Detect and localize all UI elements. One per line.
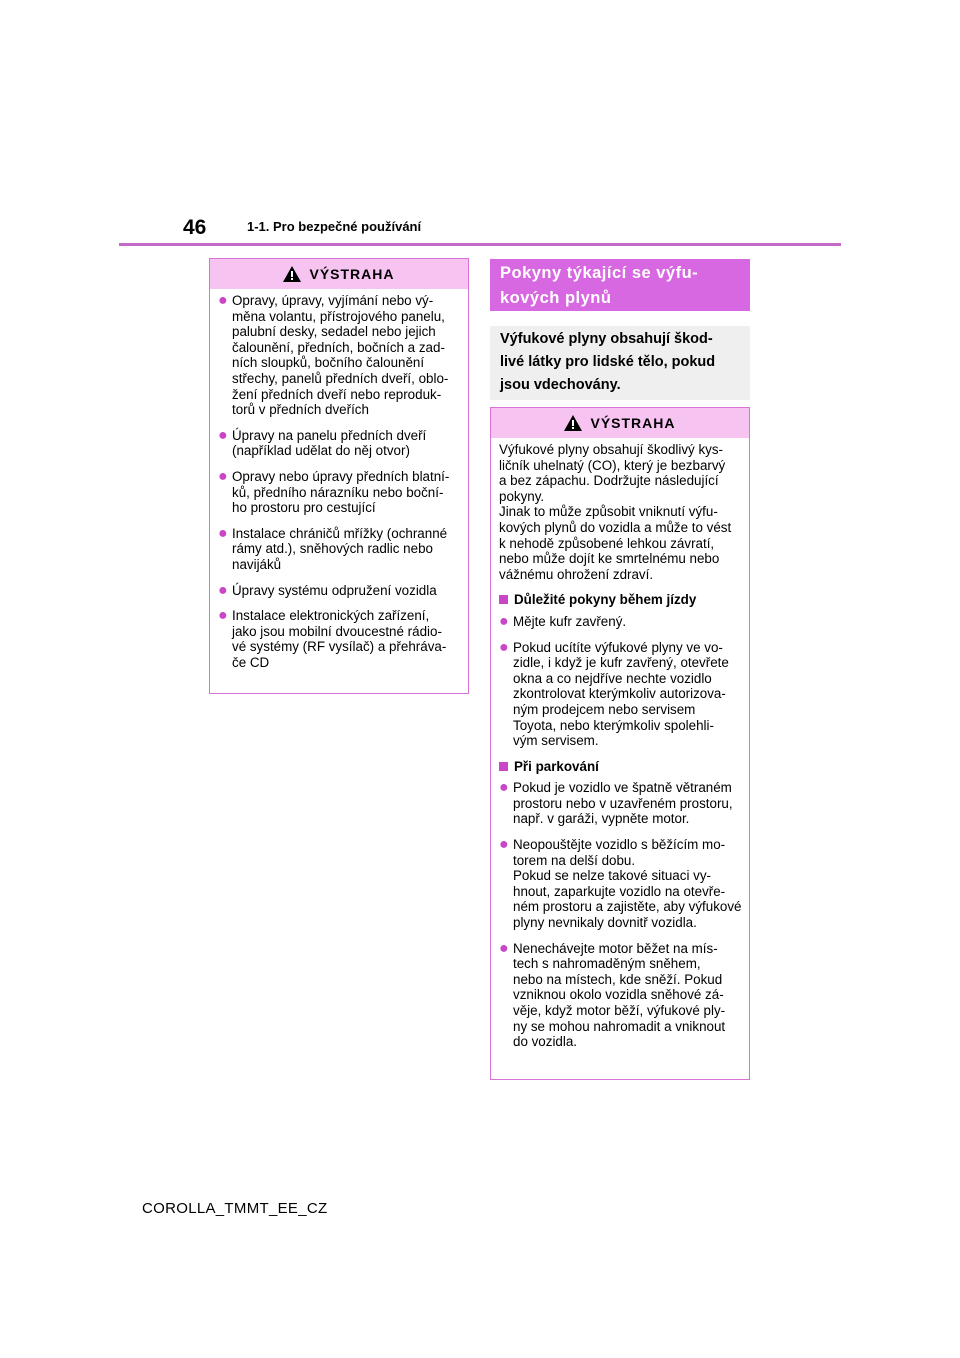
bullet-icon: ●: [218, 524, 228, 542]
list-item: ● Úpravy systému odpružení vozidla: [218, 581, 437, 599]
list-item: ● Opravy, úpravy, vyjímání nebo vý- měna volantu, přístrojového panelu, palubní desky, sedadel nebo jejich čalounění, předních, bočních a zad- ních sloupků, bočního čalounění střechy, panelů předních dveří, oblo- žení předních dveří nebo reproduk- torů v předních dveřích: [218, 292, 449, 418]
header-rule: [119, 243, 841, 246]
square-bullet-icon: [499, 595, 508, 604]
right-warning-box: [490, 407, 750, 1080]
warning-triangle-icon: [283, 266, 301, 282]
left-warning-body: [210, 289, 468, 688]
bullet-icon: ●: [499, 638, 509, 656]
footer-code: COROLLA_TMMT_EE_CZ: [142, 1200, 328, 1217]
warning-intro: Výfukové plyny obsahují škodlivý kys- ličník uhelnatý (CO), který je bezbarvý a bez zápachu. Dodržujte následující pokyny. Jinak to může způsobit vniknutí výfu- kových plynů do vozidla a může to vést k nehodě způsobené lehkou závratí, nebo může dojít ke smrtelnému nebo vážnému ohrožení zdraví.: [499, 442, 732, 582]
right-warning-body: [491, 438, 749, 1068]
right-warning-title: VÝSTRAHA: [590, 415, 676, 431]
bullet-icon: ●: [499, 939, 509, 957]
warning-triangle-icon: [564, 415, 582, 431]
list-item: ● Nenechávejte motor běžet na mís- tech s nahromaděným sněhem, nebo na místech, kde sněží. Pokud vzniknou okolo vozidla sněhové zá- věje, když motor běží, výfukové ply- ny se mohou nahromadit a vniknout do vozidla.: [499, 939, 726, 1050]
topic-heading: Pokyny týkající se výfu- kových plynů: [490, 259, 750, 311]
subheading: Při parkování: [499, 759, 743, 775]
page-number: 46: [183, 216, 207, 239]
bullet-icon: ●: [218, 607, 228, 625]
list-item: ● Úpravy na panelu předních dveří (například udělat do něj otvor): [218, 426, 427, 459]
left-warning-box: [209, 258, 469, 694]
bullet-icon: ●: [218, 292, 228, 309]
bullet-icon: ●: [218, 467, 228, 485]
left-warning-title: VÝSTRAHA: [309, 266, 395, 282]
left-warning-header: [210, 259, 468, 289]
list-item: ● Instalace chráničů mřížky (ochranné rámy atd.), sněhových radlic nebo navijáků: [218, 524, 448, 572]
list-item: ● Pokud je vozidlo ve špatně větraném prostoru nebo v uzavřeném prostoru, např. v garáži, vypněte motor.: [499, 779, 733, 827]
topic-summary: Výfukové plyny obsahují škod- livé látky pro lidské tělo, pokud jsou vdechovány.: [490, 326, 750, 400]
list-item: ● Mějte kufr zavřený.: [499, 612, 627, 630]
right-warning-header: [491, 408, 749, 438]
list-item: ● Neopouštějte vozidlo s běžícím mo- torem na delší dobu. Pokud se nelze takové situaci vy- hnout, zaparkujte vozidlo na otevře- ném prostoru a zajistěte, aby výfukové plyny nevnikaly dovnitř vozidla.: [499, 836, 742, 931]
section-title: 1-1. Pro bezpečné používání: [247, 219, 422, 234]
square-bullet-icon: [499, 762, 508, 771]
bullet-icon: ●: [218, 426, 228, 444]
list-item: ● Instalace elektronických zařízení, jako jsou mobilní dvoucestné rádio- vé systémy (RF vysílač) a přehráva- če CD: [218, 607, 447, 670]
bullet-icon: ●: [499, 612, 509, 630]
bullet-icon: ●: [499, 836, 509, 854]
list-item: ● Opravy nebo úpravy předních blatní- ků, předního nárazníku nebo boční- ho prostoru pro cestující: [218, 467, 450, 516]
list-item: ● Pokud ucítíte výfukové plyny ve vo- zidle, i když je kufr zavřený, otevřete okna a co nejdříve nechte vozidlo zkontrolovat kterýmkoliv autorizova- ným prodejcem nebo servisem Toyota, nebo kterýmkoliv spolehli- vým servisem.: [499, 638, 729, 749]
subheading: Důležité pokyny během jízdy: [499, 592, 743, 608]
bullet-icon: ●: [499, 779, 509, 797]
bullet-icon: ●: [218, 581, 228, 599]
